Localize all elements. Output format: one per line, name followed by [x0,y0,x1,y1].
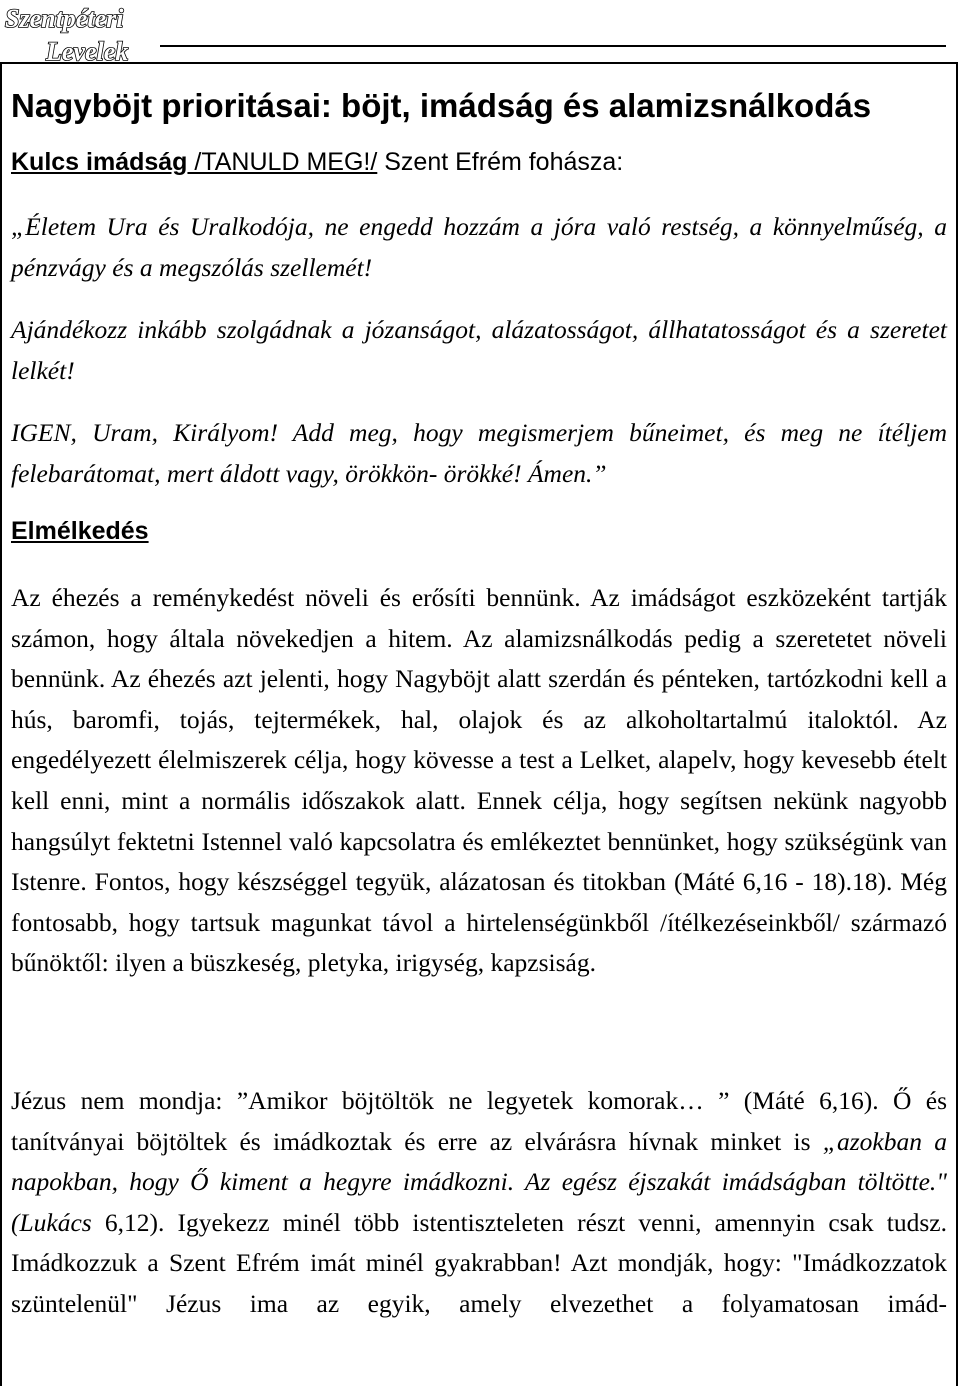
key-prayer-line [11,148,947,177]
key-prayer-rest: Szent Efrém fohásza: [377,148,624,176]
masthead-logo [2,0,152,70]
key-prayer-label: Kulcs imádság [11,148,188,176]
meditation-heading: Elmélkedés [11,517,149,545]
jesus-paragraph [11,1081,947,1325]
masthead-line2: Levelek [46,37,129,66]
meditation-paragraph: Az éhezés a reménykedést növeli és erősíti bennünk. Az imádságot eszközeként tartják számon, hogy általa növekedjen a hitem. Az alamizsnálkodás pedig a szeretetet növeli bennünk. Az éhezés azt jelenti, hogy Nagyböjt alatt szerdán és pénteken, tartózkodni kell a hús, baromfi, tojás, tejtermékek, hal, olajok és az alkoholtartalmú italoktól. Az engedélyezett élelmiszerek célja, hogy kövesse a test a Lelket, alapelv, hogy kevesebb ételt kell enni, mint a normális időszakok alatt. Ennek célja, hogy segítsen nekünk nagyobb hangsúlyt fektetni Istennel való kapcsolatra és emlékeztet bennünket, hogy szükségünk van Istenre. Fontos, hogy készséggel tegyük, alázatosan és titokban (Máté 6,16 - 18).18). Még fontosabb, hogy tartsuk magunkat távol a hirtelenségünkből /ítélkezéseinkből/ származó bűnöktől: ilyen a büszkeség, pletyka, irigység, kapzsiság. [11,583,947,978]
article-title: Nagyböjt prioritásai: böjt, imádság és alamizsnálkodás [11,87,872,124]
jesus-quote: „azokban a napokban, hogy Ő kiment a hegyre imádkozni. Az egész éjszakát imádságban töltötte."(Lukács [11,1126,947,1237]
prayer-paragraph-2: Ajándékozz inkább szolgádnak a józanságot, alázatosságot, állhatatosságot és a szeretet lelkét! [11,315,947,385]
jesus-text-b: 6,12). Igyekezz minél több istentiszteleten részt venni, amennyin csak tudsz. Imádkozzuk a Szent Efrém imát minél gyakrabban! Azt mondják, hogy: "Imádkozzatok szüntelenül" Jézus ima az egyik, amely elvezethet a folyamatosan imád- [11,1207,947,1318]
prayer-paragraph-3: IGEN, Uram, Királyom! Add meg, hogy megismerjem bűneimet, és meg ne ítéljem felebarátomat, mert áldott vagy, örökkön- örökké! Ámen.” [11,418,947,488]
prayer-paragraph-1: „Életem Ura és Uralkodója, ne engedd hozzám a jóra való restség, a könnyelműség, a pénzvágy és a megszólás szellemét! [11,212,947,282]
masthead-line1: Szentpéteri [5,4,124,33]
jesus-text-a: Jézus nem mondja: ”Amikor böjtöltök ne legyetek komorak… ” (Máté 6,16). Ő és tanítványai böjtöltek és imádkoztak és erre az elvárásra hívnak minket is [11,1086,947,1156]
header-rule [160,45,946,47]
key-prayer-tag: /TANULD MEG!/ [187,148,378,176]
